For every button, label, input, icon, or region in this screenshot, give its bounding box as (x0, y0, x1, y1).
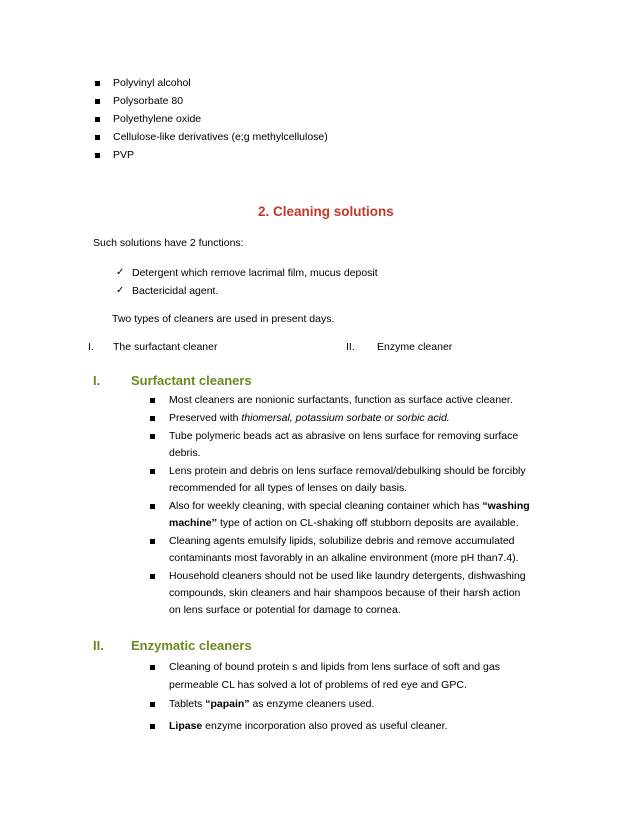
section-number: II. (93, 638, 104, 653)
section-number: I. (93, 373, 101, 388)
square-bullet-icon (95, 81, 100, 86)
square-bullet-icon (95, 153, 100, 158)
bold-text: “papain” (205, 698, 250, 710)
italic-text: thiomersal, potassium sorbate or sorbic acid. (241, 412, 450, 424)
list-item: Polysorbate 80 (113, 95, 184, 107)
list-item: Cellulose-like derivatives (e;g methylcellulose) (113, 131, 328, 143)
section-title: Surfactant cleaners (131, 373, 252, 388)
list-item: Polyethylene oxide (113, 113, 202, 125)
list-item: Bactericidal agent. (132, 285, 219, 297)
square-bullet-icon (150, 724, 155, 729)
list-item-line: permeable CL has solved a lot of problems of red eye and GPC. (169, 679, 467, 691)
square-bullet-icon (150, 574, 155, 579)
list-item-line: debris. (169, 447, 201, 459)
square-bullet-icon (95, 99, 100, 104)
list-item-line (169, 515, 519, 531)
section-heading: 2. Cleaning solutions (258, 204, 394, 219)
bold-text: “washing (482, 500, 530, 512)
type-number: II. (346, 341, 355, 353)
list-item: Detergent which remove lacrimal film, mucus deposit (132, 267, 378, 279)
list-item-line: Cleaning of bound protein s and lipids from lens surface of soft and gas (169, 661, 500, 673)
list-item-line: recommended for all types of lenses on daily basis. (169, 482, 408, 494)
list-item-line: contaminants most favorably in an alkaline environment (more pH than7.4). (169, 552, 519, 564)
text-segment: enzyme incorporation also proved as useful cleaner. (202, 720, 448, 732)
list-item-line (169, 498, 530, 514)
list-item: Most cleaners are nonionic surfactants, function as surface active cleaner. (169, 394, 513, 406)
square-bullet-icon (150, 504, 155, 509)
section-title: Enzymatic cleaners (131, 638, 252, 653)
list-item (169, 696, 374, 712)
text-segment: as enzyme cleaners used. (249, 698, 375, 710)
text-segment: type of action on CL-shaking off stubborn deposits are available. (217, 517, 519, 529)
checkmark-icon: ✓ (116, 267, 125, 278)
list-item: Polyvinyl alcohol (113, 77, 191, 89)
text-segment: Also for weekly cleaning, with special cleaning container which has (169, 500, 483, 512)
bold-text: machine’’ (169, 517, 218, 529)
intro-text: Such solutions have 2 functions: (93, 237, 244, 249)
types-intro-text: Two types of cleaners are used in present days. (112, 313, 335, 325)
list-item: PVP (113, 149, 135, 161)
square-bullet-icon (150, 539, 155, 544)
square-bullet-icon (150, 665, 155, 670)
list-item (169, 410, 450, 426)
checkmark-icon: ✓ (116, 285, 125, 296)
type-label: Enzyme cleaner (377, 341, 453, 353)
square-bullet-icon (150, 434, 155, 439)
list-item-line: compounds, skin cleaners and hair shampoos because of their harsh action (169, 587, 521, 599)
square-bullet-icon (150, 398, 155, 403)
text-segment: Tablets (169, 698, 206, 710)
square-bullet-icon (150, 469, 155, 474)
square-bullet-icon (150, 702, 155, 707)
square-bullet-icon (95, 135, 100, 140)
type-number: I. (88, 341, 94, 353)
list-item-line: on lens surface or potential for damage to cornea. (169, 604, 401, 616)
list-item-line: Household cleaners should not be used like laundry detergents, dishwashing (169, 570, 526, 582)
square-bullet-icon (150, 416, 155, 421)
list-item-line: Cleaning agents emulsify lipids, solubilize debris and remove accumulated (169, 535, 515, 547)
square-bullet-icon (95, 117, 100, 122)
text-segment: Preserved with (169, 412, 242, 424)
bold-text: Lipase (169, 720, 203, 732)
list-item-line: Lens protein and debris on lens surface removal/debulking should be forcibly (169, 465, 526, 477)
list-item-line: Tube polymeric beads act as abrasive on lens surface for removing surface (169, 430, 519, 442)
type-label: The surfactant cleaner (113, 341, 218, 353)
list-item (169, 718, 447, 734)
